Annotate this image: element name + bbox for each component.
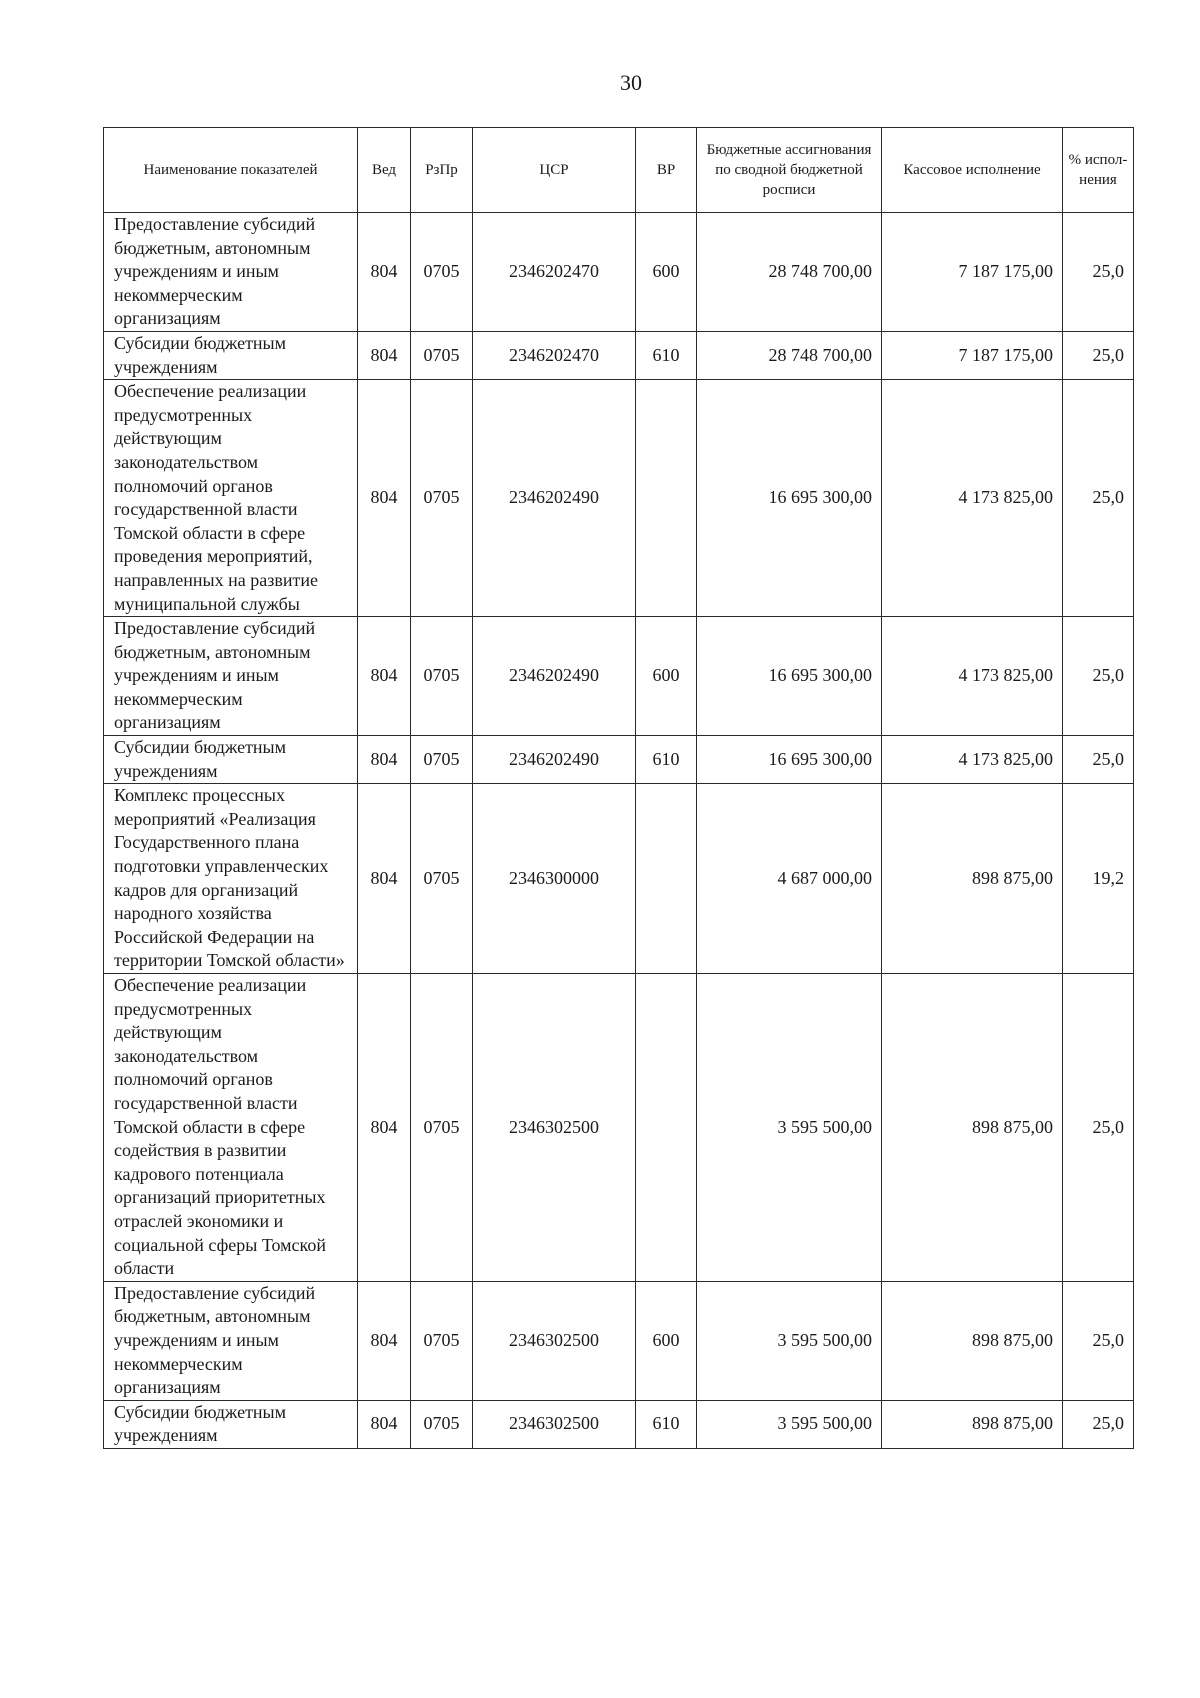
cell-csr: 2346202470 (473, 331, 636, 379)
cell-percent: 25,0 (1063, 974, 1134, 1282)
cell-budget: 4 687 000,00 (697, 784, 882, 974)
cell-rzpr: 0705 (411, 784, 473, 974)
cell-rzpr: 0705 (411, 1281, 473, 1400)
cell-rzpr: 0705 (411, 331, 473, 379)
cell-rzpr: 0705 (411, 736, 473, 784)
cell-budget: 16 695 300,00 (697, 380, 882, 617)
cell-budget: 28 748 700,00 (697, 331, 882, 379)
cell-budget: 3 595 500,00 (697, 974, 882, 1282)
cell-name: Предоставление субсидий бюджетным, автономным учреждениям и иным некоммерческим организациям (104, 1281, 358, 1400)
cell-budget: 16 695 300,00 (697, 617, 882, 736)
cell-name: Комплекс процессных мероприятий «Реализация Государственного плана подготовки управленческих кадров для организаций народного хозяйства Российской Федерации на территории Томской области» (104, 784, 358, 974)
cell-budget: 16 695 300,00 (697, 736, 882, 784)
cell-name: Субсидии бюджетным учреждениям (104, 331, 358, 379)
header-ved: Вед (358, 128, 411, 213)
cell-csr: 2346302500 (473, 974, 636, 1282)
table-row (104, 736, 1134, 784)
table-row (104, 331, 1134, 379)
cell-percent: 25,0 (1063, 331, 1134, 379)
cell-cash: 898 875,00 (882, 1400, 1063, 1448)
cell-vr: 610 (636, 1400, 697, 1448)
cell-csr: 2346302500 (473, 1400, 636, 1448)
cell-ved: 804 (358, 380, 411, 617)
cell-vr (636, 380, 697, 617)
cell-percent: 25,0 (1063, 736, 1134, 784)
cell-cash: 7 187 175,00 (882, 213, 1063, 332)
cell-csr: 2346202490 (473, 617, 636, 736)
cell-vr: 600 (636, 213, 697, 332)
cell-percent: 25,0 (1063, 1400, 1134, 1448)
cell-vr: 610 (636, 736, 697, 784)
cell-rzpr: 0705 (411, 974, 473, 1282)
cell-percent: 25,0 (1063, 617, 1134, 736)
page-number: 30 (620, 70, 642, 95)
table-row (104, 213, 1134, 332)
cell-cash: 7 187 175,00 (882, 331, 1063, 379)
header-cash: Кассовое исполнение (882, 128, 1063, 213)
header-csr: ЦСР (473, 128, 636, 213)
cell-name: Предоставление субсидий бюджетным, автономным учреждениям и иным некоммерческим организациям (104, 617, 358, 736)
cell-name: Обеспечение реализации предусмотренных действующим законодательством полномочий органов государственной власти Томской области в сфере проведения мероприятий, направленных на развитие муниципальной службы (104, 380, 358, 617)
cell-ved: 804 (358, 974, 411, 1282)
cell-cash: 4 173 825,00 (882, 380, 1063, 617)
cell-ved: 804 (358, 617, 411, 736)
cell-rzpr: 0705 (411, 380, 473, 617)
table-row (104, 974, 1134, 1282)
cell-name: Субсидии бюджетным учреждениям (104, 736, 358, 784)
cell-rzpr: 0705 (411, 617, 473, 736)
cell-vr: 600 (636, 617, 697, 736)
cell-vr (636, 784, 697, 974)
table-row (104, 617, 1134, 736)
cell-csr: 2346300000 (473, 784, 636, 974)
cell-cash: 898 875,00 (882, 974, 1063, 1282)
cell-percent: 25,0 (1063, 380, 1134, 617)
table-row (104, 784, 1134, 974)
cell-percent: 25,0 (1063, 213, 1134, 332)
cell-budget: 3 595 500,00 (697, 1400, 882, 1448)
table-row (104, 380, 1134, 617)
cell-name: Предоставление субсидий бюджетным, автономным учреждениям и иным некоммерческим организациям (104, 213, 358, 332)
cell-rzpr: 0705 (411, 1400, 473, 1448)
cell-budget: 3 595 500,00 (697, 1281, 882, 1400)
cell-cash: 898 875,00 (882, 784, 1063, 974)
cell-cash: 898 875,00 (882, 1281, 1063, 1400)
header-percent: % испол-нения (1063, 128, 1134, 213)
cell-percent: 19,2 (1063, 784, 1134, 974)
cell-ved: 804 (358, 736, 411, 784)
cell-ved: 804 (358, 331, 411, 379)
header-vr: ВР (636, 128, 697, 213)
table-row (104, 1281, 1134, 1400)
header-budget: Бюджетные ассигнования по сводной бюджетной росписи (697, 128, 882, 213)
table-header-row (104, 128, 1134, 213)
table-row (104, 1400, 1134, 1448)
cell-ved: 804 (358, 213, 411, 332)
cell-cash: 4 173 825,00 (882, 617, 1063, 736)
cell-csr: 2346202490 (473, 736, 636, 784)
cell-percent: 25,0 (1063, 1281, 1134, 1400)
cell-csr: 2346202490 (473, 380, 636, 617)
cell-ved: 804 (358, 784, 411, 974)
cell-csr: 2346302500 (473, 1281, 636, 1400)
cell-name: Субсидии бюджетным учреждениям (104, 1400, 358, 1448)
cell-vr (636, 974, 697, 1282)
cell-ved: 804 (358, 1281, 411, 1400)
cell-budget: 28 748 700,00 (697, 213, 882, 332)
cell-vr: 600 (636, 1281, 697, 1400)
cell-vr: 610 (636, 331, 697, 379)
cell-cash: 4 173 825,00 (882, 736, 1063, 784)
cell-ved: 804 (358, 1400, 411, 1448)
cell-csr: 2346202470 (473, 213, 636, 332)
cell-name: Обеспечение реализации предусмотренных действующим законодательством полномочий органов государственной власти Томской области в сфере содействия в развитии кадрового потенциала организаций приоритетных отраслей экономики и социальной сферы Томской области (104, 974, 358, 1282)
budget-execution-table (103, 127, 1134, 1449)
header-name: Наименование показателей (104, 128, 358, 213)
cell-rzpr: 0705 (411, 213, 473, 332)
header-rzpr: РзПр (411, 128, 473, 213)
